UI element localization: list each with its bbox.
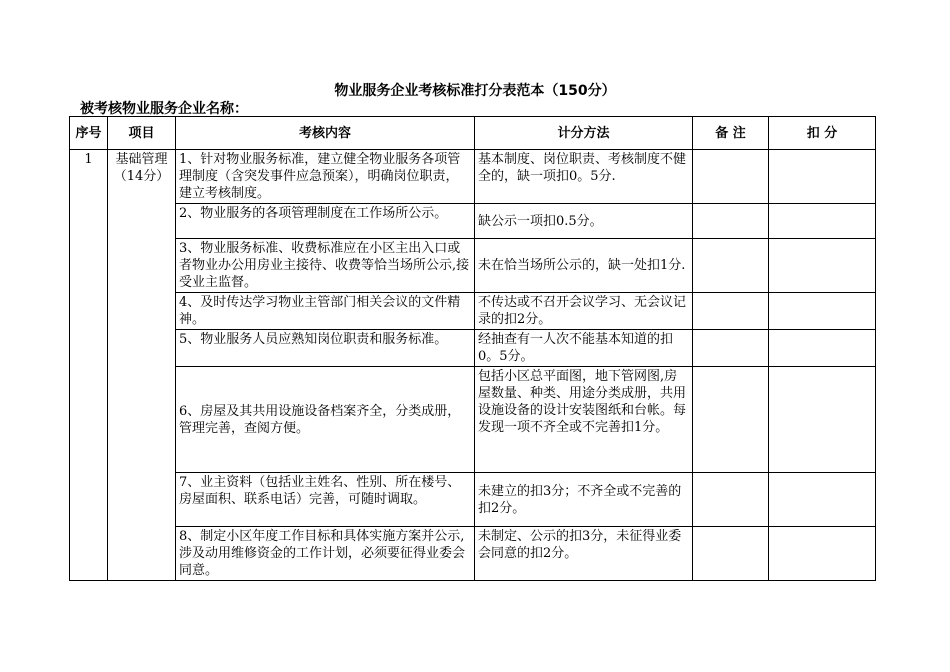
table-row	[70, 330, 876, 367]
row-method: 缺公示一项扣0.5分。	[475, 204, 693, 239]
row-deduct	[769, 367, 876, 473]
row-method: 未制定、公示的扣3分，未征得业委会同意的扣2分。	[475, 527, 693, 581]
row-content: 6、房屋及其共用设施设备档案齐全，分类成册，管理完善，查阅方便。	[176, 367, 475, 473]
header-deduct: 扣 分	[769, 117, 876, 150]
header-method: 计分方法	[475, 117, 693, 150]
row-content: 8、制定小区年度工作目标和具体实施方案并公示,涉及动用维修资金的工作计划，必须要征得业委会同意。	[176, 527, 475, 581]
row-deduct	[769, 239, 876, 293]
section-item: 基础管理（14分）	[108, 150, 176, 581]
row-content: 4、及时传达学习物业主管部门相关会议的文件精神。	[176, 293, 475, 330]
row-remark	[693, 150, 769, 204]
row-deduct	[769, 473, 876, 527]
row-remark	[693, 204, 769, 239]
row-deduct	[769, 150, 876, 204]
scoring-table	[69, 116, 876, 581]
row-content: 1、针对物业服务标准，建立健全物业服务各项管理制度（含突发事件应急预案），明确岗位职责，建立考核制度。	[176, 150, 475, 204]
header-remark: 备 注	[693, 117, 769, 150]
row-method: 未在恰当场所公示的，缺一处扣1分.	[475, 239, 693, 293]
row-deduct	[769, 330, 876, 367]
header-seq: 序号	[70, 117, 108, 150]
row-remark	[693, 473, 769, 527]
table-row	[70, 527, 876, 581]
row-remark	[693, 367, 769, 473]
table-row	[70, 239, 876, 293]
row-content: 7、业主资料（包括业主姓名、性别、所在楼号、房屋面积、联系电话）完善，可随时调取。	[176, 473, 475, 527]
row-method: 经抽查有一人次不能基本知道的扣0。5分。	[475, 330, 693, 367]
row-content: 2、物业服务的各项管理制度在工作场所公示。	[176, 204, 475, 239]
row-content: 3、物业服务标准、收费标准应在小区主出入口或者物业办公用房业主接待、收费等恰当场所公示,接受业主监督。	[176, 239, 475, 293]
table-row	[70, 367, 876, 473]
row-content: 5、物业服务人员应熟知岗位职责和服务标准。	[176, 330, 475, 367]
row-remark	[693, 293, 769, 330]
row-deduct	[769, 293, 876, 330]
row-deduct	[769, 527, 876, 581]
table-header-row	[70, 117, 876, 150]
row-method: 未建立的扣3分；不齐全或不完善的扣2分。	[475, 473, 693, 527]
table-row	[70, 150, 876, 204]
company-name-label: 被考核物业服务企业名称：	[80, 101, 248, 117]
section-seq: 1	[70, 150, 108, 581]
row-remark	[693, 527, 769, 581]
row-method: 包括小区总平面图，地下管网图,房屋数量、种类、用途分类成册，共用设施设备的设计安装图纸和台帐。每发现一项不齐全或不完善扣1分。	[475, 367, 693, 473]
row-deduct	[769, 204, 876, 239]
row-remark	[693, 330, 769, 367]
table-row	[70, 293, 876, 330]
row-remark	[693, 239, 769, 293]
row-method: 基本制度、岗位职责、考核制度不健全的，缺一项扣0。5分.	[475, 150, 693, 204]
row-method: 不传达或不召开会议学习、无会议记录的扣2分。	[475, 293, 693, 330]
header-item: 项目	[108, 117, 176, 150]
table-row	[70, 473, 876, 527]
header-content: 考核内容	[176, 117, 475, 150]
table-row	[70, 204, 876, 239]
document-title: 物业服务企业考核标准打分表范本（150分）	[334, 83, 616, 99]
